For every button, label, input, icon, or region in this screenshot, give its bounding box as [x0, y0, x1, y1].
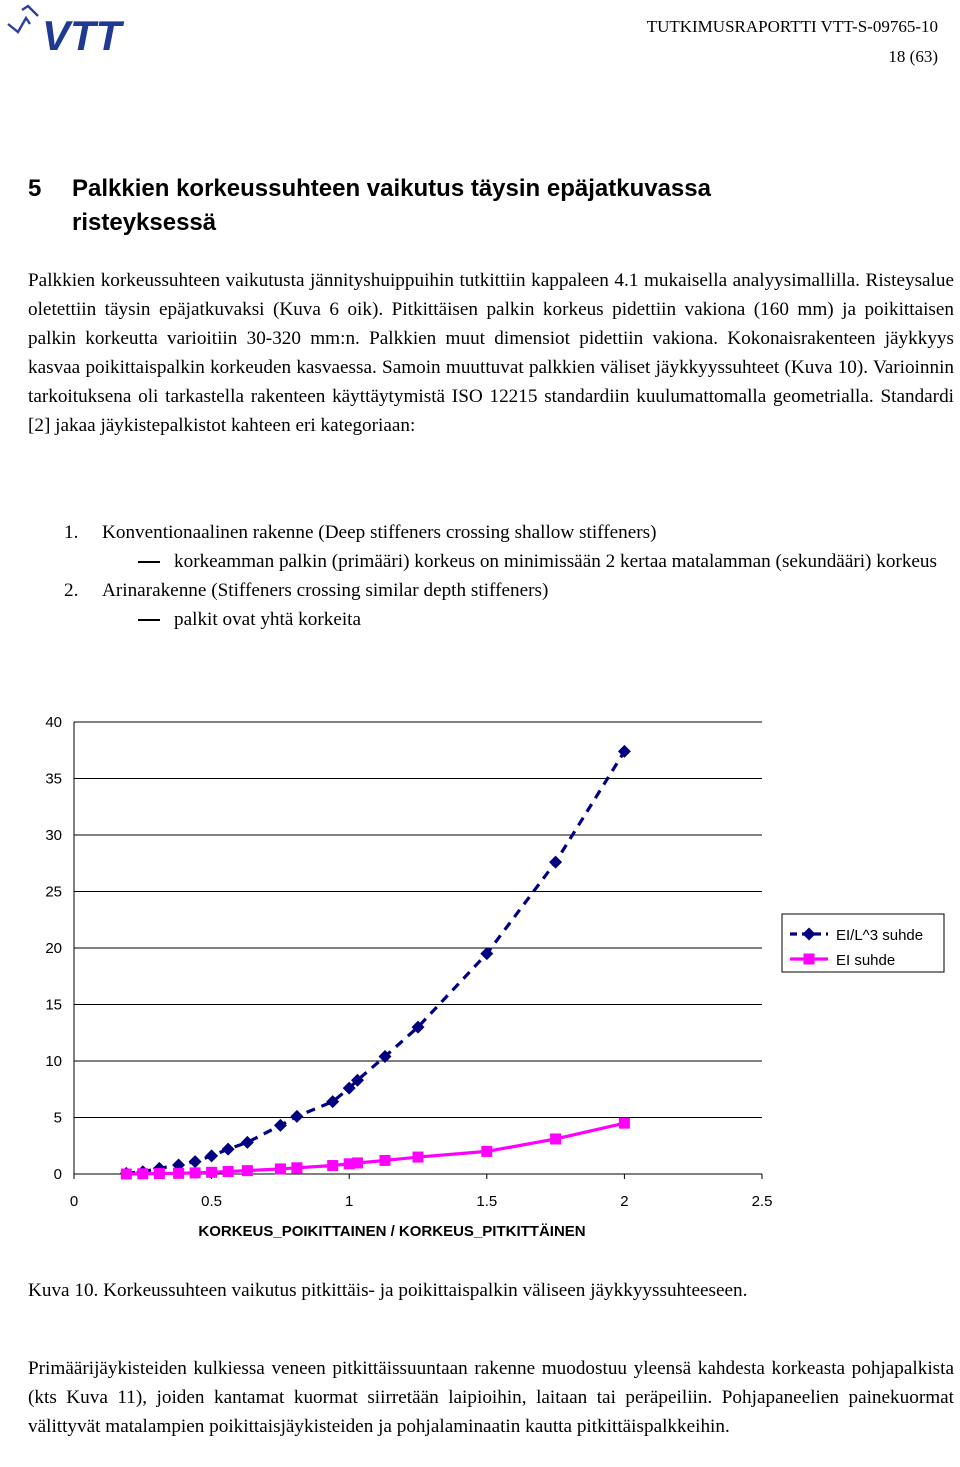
data-point-square: [379, 1155, 390, 1166]
data-point-square: [206, 1167, 217, 1178]
data-point-diamond: [290, 1110, 303, 1123]
series-line: [126, 751, 624, 1173]
data-point-square: [121, 1169, 132, 1180]
data-point-diamond: [274, 1119, 287, 1132]
dash-bullet: [138, 619, 160, 621]
list-text: Konventionaalinen rakenne (Deep stiffeners crossing shallow stiffeners): [102, 522, 657, 543]
x-tick-label: 2.5: [751, 1193, 773, 1210]
data-point-square: [291, 1162, 302, 1173]
x-tick-label: 1.5: [476, 1193, 498, 1210]
y-tick-label: 25: [45, 883, 62, 901]
data-point-square: [550, 1133, 561, 1144]
legend-marker-square: [804, 954, 815, 965]
y-tick-label: 15: [45, 996, 62, 1014]
data-point-square: [352, 1157, 363, 1168]
section-heading: [28, 172, 928, 240]
list-number: 1.: [64, 522, 79, 543]
y-tick-label: 20: [45, 940, 62, 957]
data-point-square: [242, 1165, 253, 1176]
y-tick-label: 40: [45, 714, 62, 731]
data-point-square: [413, 1152, 424, 1163]
list-item: [64, 576, 954, 605]
list-text: Arinarakenne (Stiffeners crossing similar depth stiffeners): [102, 580, 549, 601]
data-point-square: [137, 1168, 148, 1179]
data-point-square: [154, 1168, 165, 1179]
stiffness-ratio-chart: [0, 700, 960, 1260]
figure-caption: Kuva 10. Korkeussuhteen vaikutus pitkittäis- ja poikittaispalkin väliseen jäykkyyssuhteeseen.: [28, 1280, 748, 1301]
legend-label: EI/L^3 suhde: [836, 927, 924, 944]
list-number: 2.: [64, 580, 79, 601]
y-tick-label: 35: [45, 770, 62, 788]
logo-text: VTT: [42, 12, 122, 59]
data-point-square: [481, 1146, 492, 1157]
data-point-diamond: [549, 856, 562, 869]
y-tick-label: 5: [53, 1109, 62, 1127]
list-item: [64, 518, 954, 547]
data-point-square: [327, 1160, 338, 1171]
data-point-square: [223, 1166, 234, 1177]
list-subitem: [64, 547, 954, 576]
dash-bullet: [138, 561, 160, 563]
data-point-square: [173, 1168, 184, 1179]
body-paragraph-2: Primäärijäykisteiden kulkiessa veneen pitkittäissuuntaan rakenne muodostuu yleensä kahdesta korkeasta pohjapalkista (kts Kuva 11), joiden kantamat kuormat siirretään laipioihin, laitaan tai peräpeiliin. Pohjapaneelien painekuormat välittyvät matalampien poikittaisjäykisteiden ja pohjalaminaatin kautta pitkittäispalkkeihin.: [28, 1358, 954, 1437]
list-subtext: korkeamman palkin (primääri) korkeus on minimissään 2 kertaa matalamman (sekundääri) korkeus: [174, 551, 937, 572]
page-number: 18 (63): [888, 47, 938, 66]
y-tick-label: 10: [45, 1053, 62, 1070]
page-header: [647, 12, 938, 72]
x-tick-label: 2: [620, 1193, 629, 1210]
vtt-logo: [4, 2, 164, 60]
series-line: [126, 1123, 624, 1174]
data-point-square: [275, 1163, 286, 1174]
x-axis-label: KORKEUS_POIKITTAINEN / KORKEUS_PITKITTÄINEN: [198, 1223, 586, 1240]
data-point-square: [190, 1167, 201, 1178]
legend-label: EI suhde: [836, 952, 896, 969]
section-number: 5: [28, 175, 42, 202]
y-tick-label: 0: [53, 1166, 62, 1183]
data-point-diamond: [222, 1143, 235, 1156]
data-point-diamond: [189, 1155, 202, 1168]
body-paragraph-1: Palkkien korkeussuhteen vaikutusta jännityshuippuihin tutkittiin kappaleen 4.1 mukaisella analyysimallilla. Risteysalue oletettiin täysin epäjatkuvaksi (Kuva 6 oik). Pitkittäisen palkin korkeus pidettiin vakiona (160 mm) ja poikittaisen palkin korkeutta varioitiin 30-320 mm:n. Palkkien muut dimensiot pidettiin vakiona. Kokonaisrakenteen jäykkyys kasvaa poikittaispalkin korkeuden kasvaessa. Samoin muuttuvat palkkien väliset jäykkyyssuhteet (Kuva 10). Varioinnin tarkoituksena oli tarkastella rakenteen käyttäytymistä ISO 12215 standardiin kuulumattomalla geometrialla. Standardi [2] jakaa jäykistepalkistot kahteen eri kategoriaan:: [28, 270, 954, 436]
report-id: TUTKIMUSRAPORTTI VTT-S-09765-10: [646, 17, 938, 36]
y-tick-label: 30: [45, 827, 62, 844]
section-title-line1: Palkkien korkeussuhteen vaikutus täysin epäjatkuvassa: [72, 175, 711, 202]
section-title-line2: risteyksessä: [72, 209, 217, 236]
list-subitem: [64, 605, 954, 634]
data-point-diamond: [205, 1149, 218, 1162]
data-point-diamond: [241, 1136, 254, 1149]
list-subtext: palkit ovat yhtä korkeita: [174, 609, 362, 630]
x-tick-label: 0: [69, 1193, 79, 1210]
data-point-square: [619, 1118, 630, 1129]
x-tick-label: 0.5: [201, 1193, 223, 1210]
category-list: [64, 518, 954, 634]
x-tick-label: 1: [345, 1193, 354, 1210]
